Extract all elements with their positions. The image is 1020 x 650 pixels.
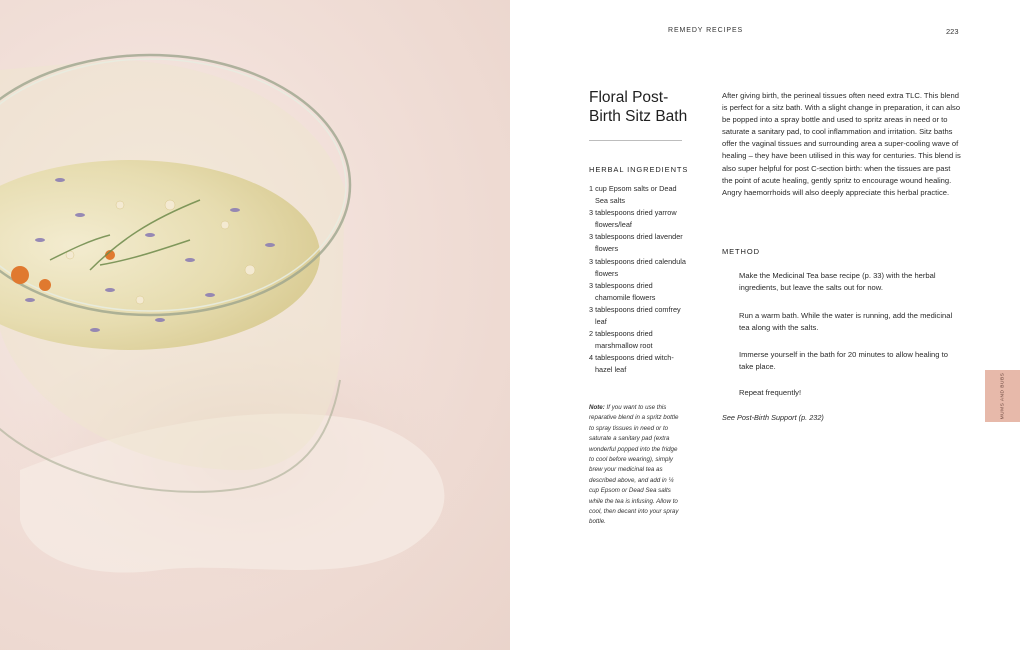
ingredient-item: 3 tablespoons dried calendula flowers bbox=[589, 256, 686, 278]
note-label: Note: bbox=[589, 404, 605, 411]
ingredient-list bbox=[589, 183, 689, 377]
side-tab-label: MUMS AND BUBS bbox=[1000, 372, 1005, 420]
method-step: Run a warm bath. While the water is running, add the medicinal tea along with the salts. bbox=[739, 311, 953, 333]
ingredient-item: 3 tablespoons dried lavender flowers bbox=[589, 232, 683, 254]
page-number: 223 bbox=[946, 27, 959, 36]
recipe-intro: After giving birth, the perineal tissues often need extra TLC. This blend is perfect for a sitz bath. With a slight change in preparation, it can also be popped into a spray bottle and used to spritz areas in need or to saturate a sanitary pad, to cool inflammation and irritation. Sitz baths offer the vaginal tissues and surrounding area a super-cooling wave of healing – they have been utilised in this way for centuries. This blend is also super helpful for post C-section birth: when the tissues are past the point of acute healing, gently spritz to encourage wound healing. Angry haemorrhoids will also deeply appreciate this herbal practice. bbox=[722, 91, 961, 197]
recipe-title: Floral Post-Birth Sitz Bath bbox=[589, 89, 688, 125]
recipe-page bbox=[510, 0, 1020, 650]
ingredient-item: 1 cup Epsom salts or Dead Sea salts bbox=[589, 184, 677, 206]
running-head: REMEDY RECIPES bbox=[668, 27, 744, 34]
method-step: Repeat frequently! bbox=[739, 388, 802, 397]
recipe-note bbox=[589, 403, 684, 528]
ingredient-item: 3 tablespoons dried yarrow flowers/leaf bbox=[589, 208, 677, 230]
chapter-side-tab bbox=[985, 370, 1020, 422]
method-step: Make the Medicinal Tea base recipe (p. 33) with the herbal ingredients, but leave the salts out for now. bbox=[739, 271, 936, 293]
ingredient-item: 3 tablespoons dried comfrey leaf bbox=[589, 304, 681, 327]
ingredient-item: 4 tablespoons dried witch-hazel leaf bbox=[589, 353, 674, 375]
ingredient-item: 3 tablespoons dried chamomile flowers bbox=[589, 280, 656, 302]
see-also-reference: See Post-Birth Support (p. 232) bbox=[722, 413, 824, 422]
herbal-ingredients-heading: HERBAL INGREDIENTS bbox=[589, 165, 689, 174]
ingredient-item: 2 tablespoons dried marshmallow root bbox=[589, 329, 653, 351]
method-heading: METHOD bbox=[722, 247, 760, 256]
note-text: If you want to use this reparative blend in a spritz bottle to spray tissues in need or to saturate a sanitary pad (extra wonderful popped into the fridge to cool before wearing), simply brew your medicinal tea as described above, and add in ¼ cup Epsom or Dead Sea salts while the tea is infusing. Allow to cool, then decant into your spray bottle. bbox=[589, 404, 679, 526]
method-step: Immerse yourself in the bath for 20 minutes to allow healing to take place. bbox=[739, 350, 948, 372]
title-divider bbox=[589, 140, 682, 141]
